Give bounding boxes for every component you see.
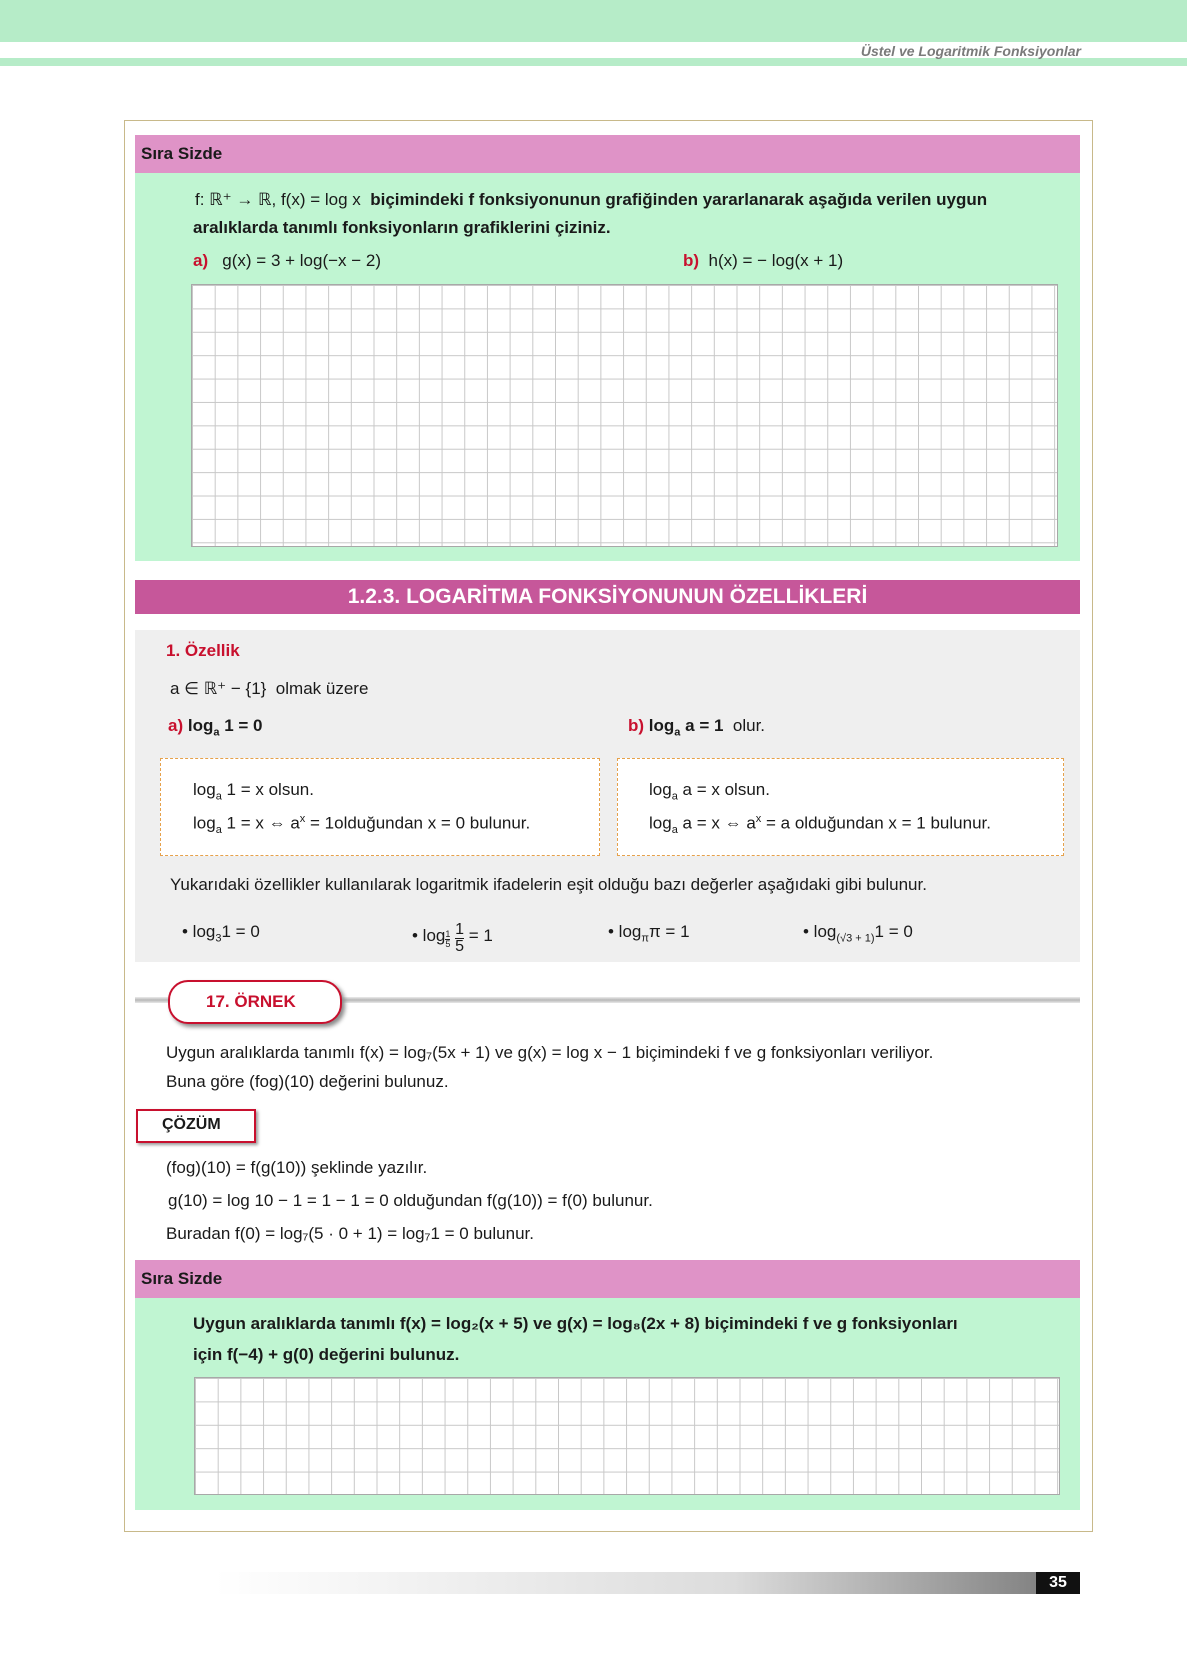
condition-math: a ∈ ℝ⁺ − {1} [170,679,267,698]
denominator: 5 [455,938,465,955]
property-title: 1. Özellik [166,641,240,660]
numerator: 1 [455,921,465,938]
proof-text: = a olduğundan x = 1 bulunur. [761,813,991,833]
page-number: 35 [1036,1572,1080,1594]
log-text: • log [803,922,837,941]
log-text: • log [182,922,216,941]
part-b-expression: h(x) = − log(x + 1) [708,251,844,270]
example-value-1 [182,922,260,944]
exponent: x [755,813,762,825]
log-text: • log [608,922,642,941]
denominator: 5 [445,939,451,949]
property-a-log: log [187,716,214,735]
proof-text: a = x ⇔ a [682,813,756,833]
proof-b-line2 [649,813,991,836]
property-b-rest: a = 1 [685,716,724,735]
solution-line3: Buradan f(0) = log₇(5 · 0 + 1) = log₇1 = 0 bulunur. [166,1224,534,1243]
property-b [628,716,765,738]
value-text: 1 = 0 [221,922,260,941]
numerator: 1 [445,929,451,939]
part-a-label: a) [193,251,209,270]
sira-sizde-bar-2 [135,1260,1080,1298]
proof-box-b [617,758,1064,856]
property-a-rest: 1 = 0 [224,716,263,735]
footer-gradient-bar [215,1572,1080,1594]
value-text: = 1 [468,926,493,945]
property-b-label: b) [628,716,645,735]
property-a [168,716,263,738]
log-text: log [649,813,672,833]
value-text: 1 = 0 [874,922,913,941]
solution-label: ÇÖZÜM [162,1116,221,1133]
property-summary: Yukarıdaki özellikler kullanılarak logaritmik ifadelerin eşit olduğu bazı değerler aşağıdaki gibi bulunur. [170,875,927,894]
sira-sizde-bar-1 [135,135,1080,173]
fraction-base [445,930,450,949]
sira1-part-a [193,251,381,271]
proof-b-line1 [649,780,770,802]
exponent: x [299,813,306,825]
sira1-instruction: biçimindeki f fonksiyonunun grafiğinden yararlanarak aşağıda verilen uygun [370,190,988,209]
example-line1: Uygun aralıklarda tanımlı f(x) = log₇(5x + 1) ve g(x) = log x − 1 biçimindeki f ve g fonksiyonları veriliyor. [166,1043,934,1062]
example-value-4 [803,922,913,944]
log-base: 3 [215,932,222,945]
log-base: a [215,790,222,803]
example-line2: Buna göre (fog)(10) değerini bulunuz. [166,1072,449,1091]
solution-line1: (fog)(10) = f(g(10)) şeklinde yazılır. [166,1158,428,1177]
solution-line2: g(10) = log 10 − 1 = 1 − 1 = 0 olduğundan f(g(10)) = f(0) bulunur. [168,1191,653,1210]
section-title: 1.2.3. LOGARİTMA FONKSİYONUNUN ÖZELLİKLERİ [135,580,1080,614]
graph-grid-2 [194,1377,1060,1495]
part-a-expression: g(x) = 3 + log(−x − 2) [222,251,382,270]
solution-badge [136,1109,256,1143]
log-base: a [215,824,222,837]
log-base: a [671,824,678,837]
part-b-label: b) [683,251,700,270]
property-condition [170,679,368,699]
property-b-log: log [648,716,675,735]
log-text: log [193,813,216,833]
condition-text: olmak üzere [275,679,369,698]
proof-box-a [160,758,600,856]
graph-grid-1 [191,284,1058,547]
fraction-arg [455,922,464,955]
sira1-function-def: f: ℝ⁺ → ℝ, f(x) = log x [195,190,361,209]
top-color-line [0,58,1187,66]
log-text: • log [412,926,446,945]
log-base: (√3 + 1) [836,932,875,945]
proof-text: 1 = x olsun. [226,780,314,799]
property-a-label: a) [168,716,184,735]
log-text: log [649,780,672,799]
sira1-line1 [195,190,987,210]
top-color-band [0,0,1187,42]
property-b-base: a [674,726,681,739]
example-label: 17. ÖRNEK [206,992,296,1011]
sira1-line2: aralıklarda tanımlı fonksiyonların grafiklerini çiziniz. [193,218,611,237]
property-b-suffix: olur. [732,716,766,735]
running-header: Üstel ve Logaritmik Fonksiyonlar [860,43,1081,59]
sira-sizde-label: Sıra Sizde [141,1269,223,1288]
proof-a-line1 [193,780,314,802]
property-a-base: a [213,726,220,739]
log-base: π [641,932,649,945]
proof-text: = 1olduğundan x = 0 bulunur. [305,813,531,833]
proof-text: a = x olsun. [682,780,770,799]
sira1-part-b [683,251,843,271]
value-text: π = 1 [648,922,690,941]
log-text: log [193,780,216,799]
sira2-line1: Uygun aralıklarda tanımlı f(x) = log₂(x + 5) ve g(x) = log₈(2x + 8) biçimindeki f ve g fonksiyonları [193,1314,958,1333]
example-value-2 [412,922,493,955]
proof-text: 1 = x ⇔ a [226,813,300,833]
example-value-3 [608,922,690,944]
example-badge [168,980,342,1024]
sira2-line2: için f(−4) + g(0) değerini bulunuz. [193,1345,460,1364]
proof-a-line2 [193,813,530,836]
log-base: a [671,790,678,803]
sira-sizde-label: Sıra Sizde [141,144,223,163]
